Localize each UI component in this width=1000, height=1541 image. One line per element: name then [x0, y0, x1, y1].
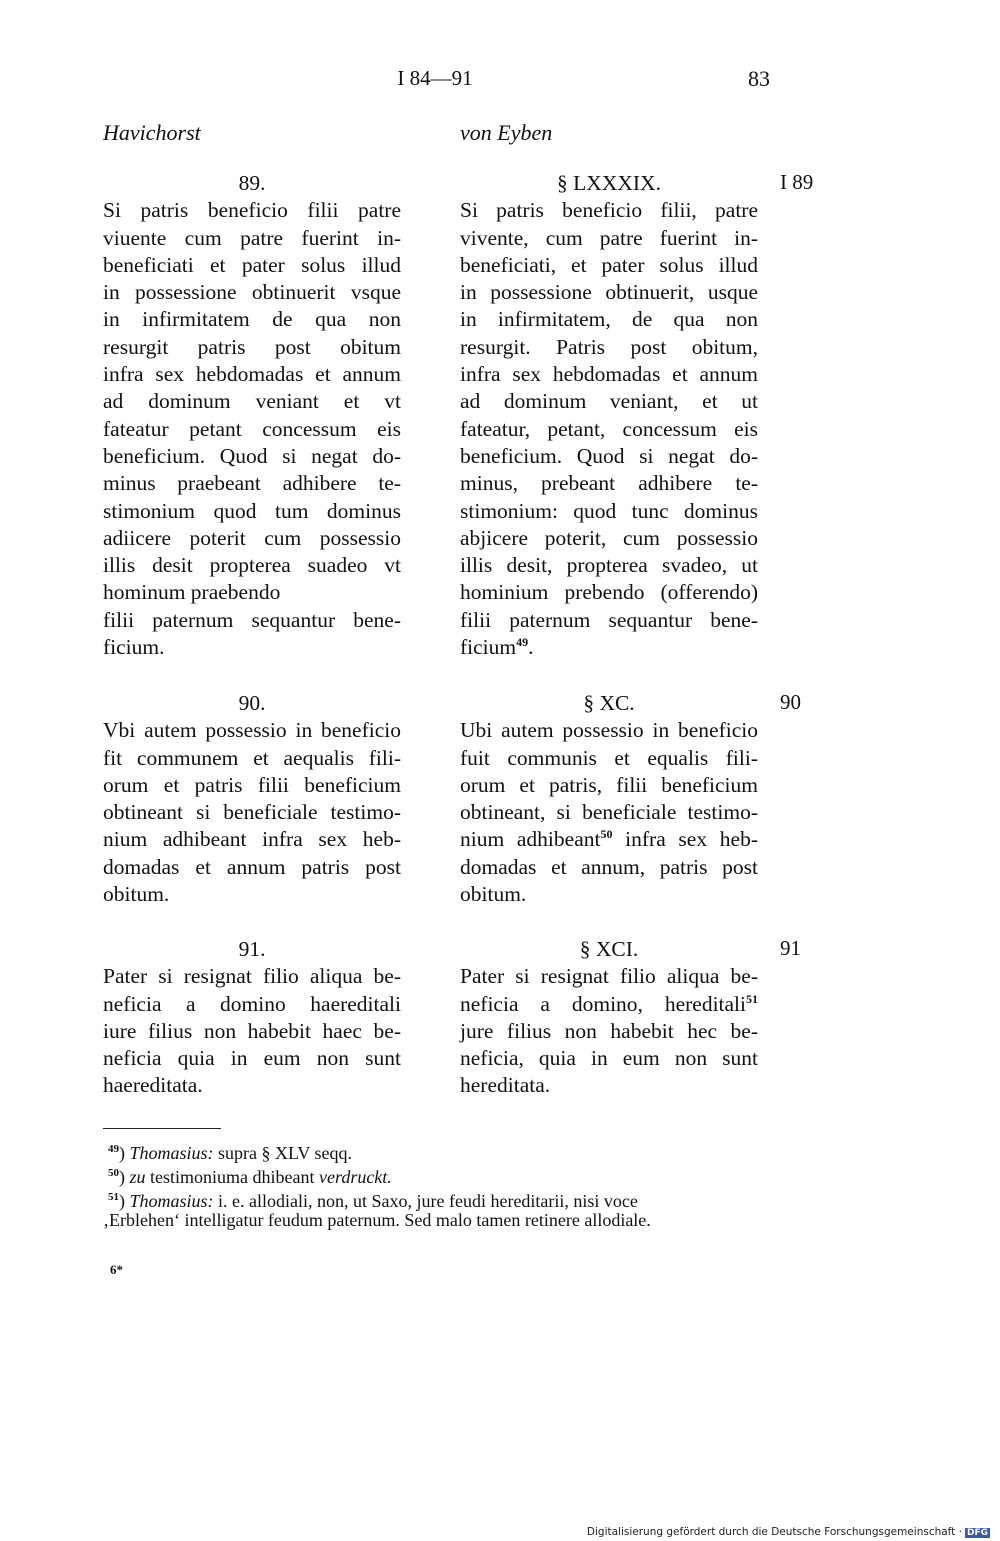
text-line-with-note — [460, 826, 758, 853]
footnote-mark: 51 — [108, 1191, 119, 1203]
text-line-with-note: ficium$^{49}$. — [460, 634, 534, 660]
text-line: illis desit, propterea svadeo, ut — [460, 553, 758, 578]
left-column-title: Havichorst — [103, 120, 201, 145]
footnote-rule — [103, 1128, 221, 1129]
digitization-credit — [587, 1526, 990, 1538]
right-section-91 — [460, 936, 758, 1100]
text-line: beneficium. Quod si negat do- — [460, 443, 758, 468]
text-line: filii paternum sequantur bene- — [103, 607, 401, 632]
text-line: Pater si resignat filio aliqua be- — [460, 964, 758, 989]
text-line: iure filius non habebit haec be- — [103, 1018, 401, 1043]
text-line: neficia a domino, hereditali — [460, 991, 746, 1016]
text-line: vivente, cum patre fuerint in- — [460, 225, 758, 250]
text-line: viuente cum patre fuerint in- — [103, 225, 401, 250]
footnote-lead: zu — [129, 1167, 146, 1187]
footnote-49: $^{49}$) Thomasius: supra § XLV seqq. — [108, 1143, 353, 1163]
text-line: orum et patris, filii beneficium — [460, 772, 758, 797]
text-line: fit communem et aequalis fili- — [103, 745, 401, 770]
left-section-89 — [103, 170, 401, 661]
text-line: hominium prebendo (offerendo) — [460, 580, 758, 605]
section-number: 91. — [238, 937, 266, 961]
text-line: hereditata. — [460, 1073, 551, 1098]
text-line: Pater si resignat filio aliqua be- — [103, 964, 401, 989]
text-line: Ubi autem possessio in beneficio — [460, 718, 758, 743]
text-line: neficia quia in eum non sunt — [103, 1046, 401, 1071]
text-line: nium adhibeant infra sex heb- — [103, 827, 401, 852]
text-line: Si patris beneficio filii, patre — [460, 198, 758, 223]
text-line: illis desit propterea suadeo vt — [103, 553, 401, 578]
text-line: ficium — [460, 635, 517, 660]
section-number: § XC. — [583, 691, 635, 715]
text-line: minus, prebeant adhibere te- — [460, 471, 758, 496]
text-line: ad dominum veniant et vt — [103, 389, 401, 414]
running-header-range: I 84—91 — [397, 66, 473, 90]
left-section-90 — [103, 690, 401, 908]
text-line: nium adhibeant — [460, 827, 601, 852]
right-section-89 — [460, 170, 758, 661]
dfg-logo: DFG — [966, 1528, 988, 1538]
text-line: neficia, quia in eum non sunt — [460, 1046, 758, 1071]
right-column-title: von Eyben — [460, 120, 553, 145]
section-number: 90. — [238, 691, 266, 715]
text-line: Si patris beneficio filii patre — [103, 198, 401, 223]
text-line: minus praebeant adhibere te- — [103, 471, 401, 496]
text-line: stimonium quod tum dominus — [103, 498, 401, 523]
left-section-91 — [103, 936, 401, 1100]
footnote-ref-51: 51 — [746, 991, 758, 1006]
text-line: obtineant, si beneficiale testimo- — [460, 800, 758, 825]
section-number: § XCI. — [579, 937, 639, 961]
text-line: infra sex hebdomadas et annum — [460, 362, 758, 387]
footnote-mark: 50 — [108, 1167, 119, 1179]
footnote-ref-49: 49 — [516, 634, 529, 649]
margin-ref-91: 91 — [780, 936, 801, 960]
text-line: beneficiati et pater solus illud — [103, 252, 401, 277]
footnote-ref-50: 50 — [600, 827, 613, 842]
footnote-50: $^{50}$) zu testimoniuma dhibeant verdruckt. — [108, 1167, 392, 1187]
text-line: obitum. — [103, 882, 170, 907]
text-line: adiicere poterit cum possessio — [103, 525, 401, 550]
text-line: fuit communis et equalis fili- — [460, 745, 758, 770]
text-line: in possessione obtinuerit vsque — [103, 280, 401, 305]
text-line: beneficium. Quod si negat do- — [103, 443, 401, 468]
text-line: beneficiati, et pater solus illud — [460, 252, 758, 277]
text-line: jure filius non habebit hec be- — [460, 1018, 758, 1043]
text-line: obitum. — [460, 882, 527, 907]
section-number: 89. — [238, 171, 266, 195]
margin-ref-89: I 89 — [780, 170, 814, 194]
text-line: ficium. — [103, 635, 165, 660]
text-line: filii paternum sequantur bene- — [460, 607, 758, 632]
margin-ref-90: 90 — [780, 690, 801, 714]
footnote-author: Thomasius: — [129, 1191, 214, 1211]
text-line: stimonium: quod tunc dominus — [460, 498, 758, 523]
section-number: § LXXXIX. — [557, 171, 661, 195]
text-line: in possessione obtinuerit, usque — [460, 280, 758, 305]
text-line: resurgit. Patris post obitum, — [460, 334, 758, 359]
footnote-mark: 49 — [108, 1143, 119, 1155]
right-section-90 — [460, 690, 758, 908]
text-line: fateatur petant concessum eis — [103, 416, 401, 441]
text-line: in infirmitatem de qua non — [103, 307, 401, 332]
footnote-tail: verdruckt. — [319, 1167, 392, 1187]
text-line: Vbi autem possessio in beneficio — [103, 718, 401, 743]
text-line: orum et patris filii beneficium — [103, 772, 401, 797]
text-line: ad dominum veniant, et ut — [460, 389, 758, 414]
text-line: in infirmitatem, de qua non — [460, 307, 758, 332]
text-line-with-note — [460, 991, 758, 1018]
text-line: abjicere poterit, cum possessio — [460, 525, 758, 550]
text-line: resurgit patris post obitum — [103, 334, 401, 359]
text-line: obtineant si beneficiale testimo- — [103, 800, 401, 825]
footnote-text: i. e. allodiali, non, ut Saxo, jure feudi hereditarii, nisi voce — [213, 1191, 638, 1211]
text-line: infra sex hebdomadas et annum — [103, 362, 401, 387]
footnote-text: testimoniuma dhibeant — [145, 1167, 319, 1187]
text-line: fateatur, petant, concessum eis — [460, 416, 758, 441]
text-line: domadas et annum, patris post — [460, 854, 758, 879]
footnote-51-line2: ‚Erblehen‘ intelligatur feudum paternum. Sed malo tamen retinere allodiale. — [103, 1210, 651, 1230]
signature-mark: 6* — [110, 1262, 123, 1277]
footnote-51: $^{51}$) Thomasius: i. e. allodiali, non, ut Saxo, jure feudi hereditarii, nisi voce — [108, 1191, 638, 1211]
footnote-author: Thomasius: — [129, 1143, 214, 1163]
text-line: infra sex heb- — [612, 827, 758, 852]
text-line: hominum praebendo — [103, 580, 281, 605]
text-line: haereditata. — [103, 1073, 203, 1098]
text-line: domadas et annum patris post — [103, 854, 401, 879]
footnote-text: supra § XLV seqq. — [213, 1143, 353, 1163]
text-line: neficia a domino haereditali — [103, 991, 401, 1016]
credit-text: Digitalisierung gefördert durch die Deutsche Forschungsgemeinschaft · — [586, 1526, 962, 1538]
page-number: 83 — [748, 66, 770, 91]
